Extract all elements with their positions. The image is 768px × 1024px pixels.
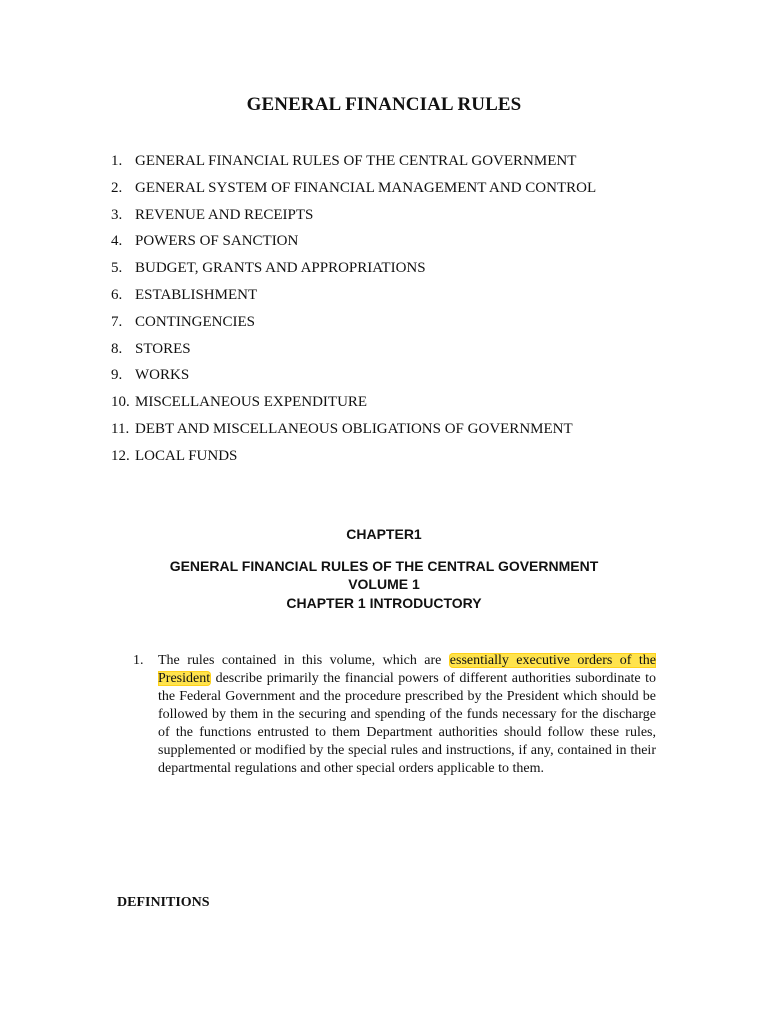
toc-item	[111, 204, 596, 231]
toc-item-label: GENERAL SYSTEM OF FINANCIAL MANAGEMENT AND CONTROL	[135, 179, 597, 196]
toc-item	[111, 338, 596, 365]
document-title: GENERAL FINANCIAL RULES	[246, 94, 522, 115]
chapter-title-line: VOLUME 1	[348, 576, 420, 593]
toc-item-label: GENERAL FINANCIAL RULES OF THE CENTRAL GOVERNMENT	[135, 153, 577, 169]
numbered-paragraph	[133, 652, 656, 778]
toc-item-number: 3.	[111, 206, 123, 223]
toc-item-number: 9.	[111, 367, 123, 384]
toc-item-label: DEBT AND MISCELLANEOUS OBLIGATIONS OF GOVERNMENT	[135, 420, 573, 437]
toc-item	[111, 445, 596, 472]
paragraph-text	[158, 652, 656, 778]
toc-item-label: MISCELLANEOUS EXPENDITURE	[135, 394, 368, 411]
toc-item-label: POWERS OF SANCTION	[135, 233, 299, 250]
toc-item-number: 10.	[111, 394, 130, 411]
chapter-label: CHAPTER1	[346, 526, 422, 542]
definitions-heading: DEFINITIONS	[117, 895, 210, 910]
paragraph-text-after: describe primarily the financial powers of different authorities subordinate to the Federal Government and the procedure prescribed by the President which should be followed by them in the securing and spending of the funds necessary for the discharge of the functions entrusted to them Department authorities should follow these rules, supplemented or modified by the special rules and instructions, if any, contained in their departmental regulations and other special orders applicable to them.	[158, 671, 656, 776]
toc-item-label: WORKS	[135, 367, 190, 384]
toc-item	[111, 230, 596, 257]
toc-item	[111, 311, 596, 338]
toc-item	[111, 391, 596, 418]
toc-item-number: 4.	[111, 233, 123, 250]
toc-item-label: STORES	[135, 340, 191, 357]
toc-item-number: 7.	[111, 313, 123, 330]
toc-item-label: LOCAL FUNDS	[135, 447, 238, 464]
paragraph-text-before: The rules contained in this volume, which are	[158, 653, 449, 668]
paragraph-number: 1.	[133, 653, 144, 668]
toc-item-number: 12.	[111, 447, 130, 464]
toc-item	[111, 418, 596, 445]
toc-item	[111, 364, 596, 391]
chapter-title-line: CHAPTER 1 INTRODUCTORY	[286, 594, 482, 611]
toc-item-number: 2.	[111, 179, 123, 196]
toc-item	[111, 177, 596, 204]
toc-item	[111, 257, 596, 284]
chapter-title-line: GENERAL FINANCIAL RULES OF THE CENTRAL GOVERNMENT	[169, 558, 599, 574]
toc-item-number: 8.	[111, 340, 123, 357]
toc-item-number: 6.	[111, 286, 123, 303]
toc-item	[111, 284, 596, 311]
highlighted-text: essentially executive orders of the President	[158, 653, 656, 686]
toc-item	[111, 150, 596, 177]
table-of-contents	[111, 150, 596, 472]
toc-item-number: 11.	[111, 420, 130, 437]
toc-item-label: BUDGET, GRANTS AND APPROPRIATIONS	[135, 260, 426, 277]
chapter-title-block	[0, 557, 768, 612]
toc-item-label: CONTINGENCIES	[135, 313, 255, 330]
toc-item-label: ESTABLISHMENT	[135, 286, 258, 303]
toc-item-number: 1.	[111, 153, 123, 169]
toc-item-label: REVENUE AND RECEIPTS	[135, 206, 314, 223]
toc-item-number: 5.	[111, 260, 123, 277]
